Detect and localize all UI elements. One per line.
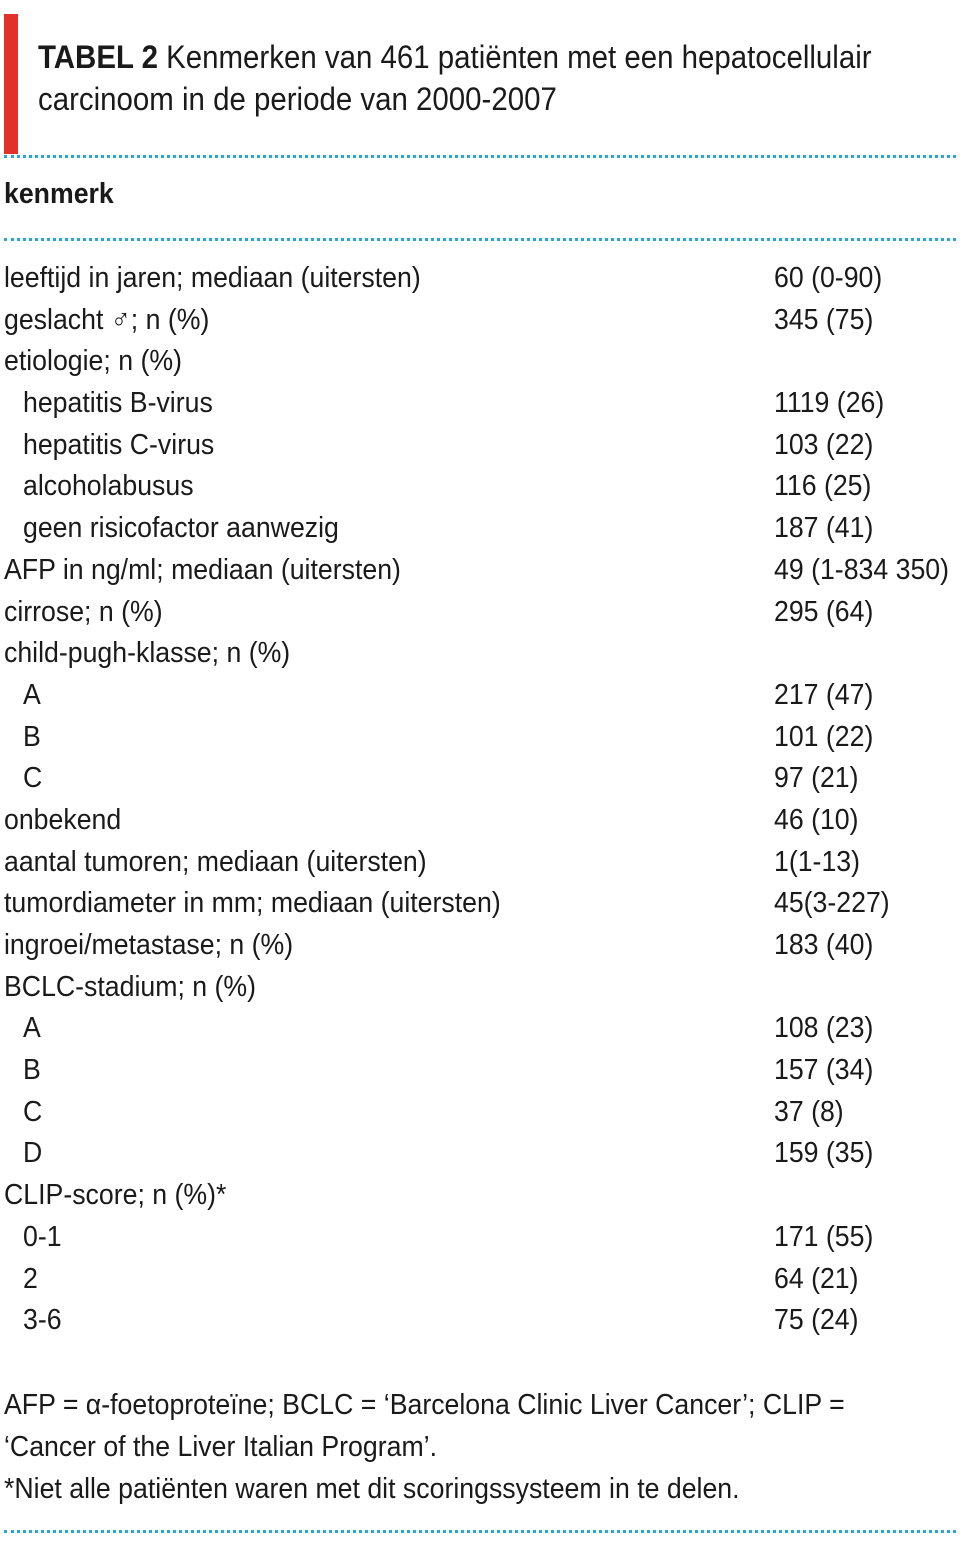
row-value: 295 (64)	[774, 595, 874, 628]
row-label: B	[23, 1054, 41, 1087]
row-value: 75 (24)	[774, 1304, 859, 1337]
table-row	[0, 717, 960, 759]
table-title-text: Kenmerken van 461 patiënten met een hepatocellulair carcinoom in de periode van 2000-2007	[38, 39, 872, 117]
row-label: cirrose; n (%)	[4, 595, 163, 628]
table-row	[0, 842, 960, 884]
row-label: BCLC-stadium; n (%)	[4, 970, 257, 1003]
footnote-abbreviations: AFP = α-foetoproteïne; BCLC = ‘Barcelona Clinic Liver Cancer’; CLIP = ‘Cancer of the Liver Italian Program’.	[4, 1389, 845, 1463]
column-header-kenmerk: kenmerk	[4, 178, 114, 210]
row-label: aantal tumoren; mediaan (uitersten)	[4, 845, 427, 878]
table-row	[0, 508, 960, 550]
footnote-clip-note: *Niet alle patiënten waren met dit scoringssysteem in te delen.	[4, 1473, 740, 1505]
row-value: 159 (35)	[774, 1137, 874, 1170]
row-value: 187 (41)	[774, 512, 874, 545]
row-value: 60 (0-90)	[774, 262, 883, 294]
row-value: 116 (25)	[774, 470, 872, 503]
row-label: geslacht ♂; n (%)	[4, 303, 210, 336]
row-label: geen risicofactor aanwezig	[23, 512, 339, 545]
row-label: etiologie; n (%)	[4, 345, 182, 378]
table-row	[0, 967, 960, 1009]
row-label: hepatitis C-virus	[23, 428, 215, 461]
row-value: 171 (55)	[774, 1220, 874, 1253]
row-label: ingroei/metastase; n (%)	[4, 929, 294, 961]
table-row	[0, 758, 960, 800]
table-row	[0, 633, 960, 675]
top-dotted-rule	[4, 155, 956, 158]
row-value: 37 (8)	[774, 1095, 844, 1128]
bottom-dotted-rule	[4, 1530, 956, 1533]
row-label: D	[23, 1137, 43, 1170]
row-label: A	[23, 678, 41, 711]
row-label: AFP in ng/ml; mediaan (uitersten)	[4, 553, 401, 586]
row-value: 345 (75)	[774, 303, 874, 336]
table-row	[0, 675, 960, 717]
row-value: 103 (22)	[774, 428, 874, 461]
row-label: CLIP-score; n (%)*	[4, 1179, 227, 1212]
row-label: C	[23, 762, 43, 795]
table-row	[0, 1008, 960, 1050]
table-title	[38, 36, 875, 120]
table-row	[0, 425, 960, 467]
table-row	[0, 592, 960, 634]
table-row	[0, 258, 960, 300]
table-title-block	[0, 14, 960, 154]
row-label: tumordiameter in mm; mediaan (uitersten)	[4, 887, 501, 920]
row-label: C	[23, 1095, 43, 1128]
table-row	[0, 1217, 960, 1259]
row-label: A	[23, 1012, 41, 1045]
row-value: 45(3-227)	[774, 887, 890, 920]
row-label: onbekend	[4, 803, 122, 836]
row-value: 157 (34)	[774, 1054, 874, 1087]
row-label: 3-6	[23, 1304, 62, 1337]
table-row	[0, 383, 960, 425]
table-row	[0, 1050, 960, 1092]
table-row	[0, 1175, 960, 1217]
row-value: 101 (22)	[774, 720, 874, 753]
row-value: 217 (47)	[774, 678, 874, 711]
row-label: leeftijd in jaren; mediaan (uitersten)	[4, 262, 421, 294]
row-label: 2	[23, 1262, 38, 1295]
table-row	[0, 300, 960, 342]
row-label: alcoholabusus	[23, 470, 194, 503]
table-number-label: TABEL 2	[38, 39, 158, 75]
table-row	[0, 466, 960, 508]
row-value: 97 (21)	[774, 762, 859, 795]
table-row	[0, 1259, 960, 1301]
table-row	[0, 800, 960, 842]
table-row	[0, 1300, 960, 1342]
row-label: B	[23, 720, 41, 753]
table-footnotes	[4, 1384, 942, 1510]
table-row	[0, 341, 960, 383]
table-body	[0, 258, 960, 1342]
row-value: 49 (1-834 350)	[774, 553, 950, 586]
table-row	[0, 1092, 960, 1134]
row-value: 64 (21)	[774, 1262, 859, 1295]
row-value: 1119 (26)	[774, 387, 885, 420]
table-row	[0, 1133, 960, 1175]
table-row	[0, 925, 960, 967]
row-label: hepatitis B-virus	[23, 387, 213, 420]
row-value: 46 (10)	[774, 803, 859, 836]
row-value: 1(1-13)	[774, 845, 861, 878]
header-dotted-rule	[4, 238, 956, 241]
title-accent-bar	[4, 14, 18, 154]
row-label: 0-1	[23, 1220, 62, 1253]
row-value: 183 (40)	[774, 929, 874, 961]
table-row	[0, 883, 960, 925]
row-label: child-pugh-klasse; n (%)	[4, 637, 291, 670]
row-value: 108 (23)	[774, 1012, 874, 1045]
table-row	[0, 550, 960, 592]
